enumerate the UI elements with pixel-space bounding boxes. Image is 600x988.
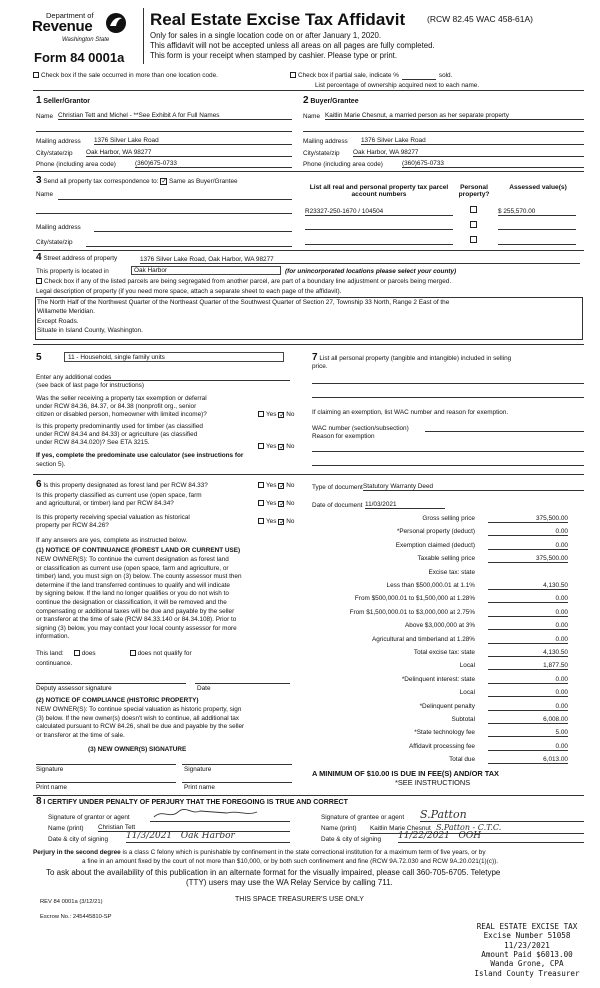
exemption-question-2: under RCW 84.36, 84.37, or 84.38 (nonprofit org., senior: [36, 403, 197, 410]
section-6-heading: 6 Is this property designated as forest land per RCW 84.33?: [36, 479, 208, 490]
escrow-number: Escrow No.: 245445810-SP: [40, 914, 112, 920]
accessibility-line-1: To ask about the availability of this publication in an alternate format for the visually impaired, please call 360-705-6705. Teletype: [46, 868, 501, 877]
perjury-line-2: a fine in an amount fixed by the court of not more than $10,000, or by both such confinement and fine (RCW 9A.72.030 and RCW 9A.20.021(1)(c)).: [82, 858, 498, 865]
grantor-name-label: Name (print): [48, 825, 84, 832]
segregation-checkbox-row[interactable]: Check box if any of the listed parcels are being segregated from another parcel, are part of a boundary line adjustment or parcels being merged.: [36, 278, 451, 285]
grantor-name-field[interactable]: Christian Tett: [98, 824, 290, 832]
form-title: Real Estate Excise Tax Affidavit: [150, 10, 406, 29]
legal-line-1: The North Half of the Northwest Quarter of the Northeast Quarter of the Southwest Quarter of Section 27, Township 33 North, Range 2 East of the: [37, 299, 450, 306]
tax-corr-city-field[interactable]: [86, 246, 292, 247]
tax-row-value[interactable]: 0.00: [488, 595, 568, 603]
timber-question-2: under RCW 84.34 and 84.33) or agriculture (as classified: [36, 431, 198, 438]
historic-question-2: property per RCW 84.26?: [36, 522, 109, 529]
paragraph-line: or classification as current use (open space, farm and agriculture, or: [36, 564, 229, 572]
tax-row-value[interactable]: 0.00: [488, 743, 568, 751]
owner-signature-line-2[interactable]: [182, 764, 292, 765]
paragraph-line: information.: [36, 633, 70, 641]
stamp-line: Island County Treasurer: [474, 968, 580, 978]
assessed-col-header: Assessed value(s): [509, 184, 567, 191]
multi-location-checkbox-row[interactable]: Check box if the sale occurred in more than one location code.: [33, 72, 218, 79]
stamp-line: Excise Number 51058: [483, 931, 571, 941]
paragraph-line: NEW OWNER(S): To continue special valuation as historic property, sign: [36, 706, 242, 713]
tax-corr-mail-label: Mailing address: [36, 224, 81, 231]
legal-line-2: Willamette Meridian.: [37, 308, 95, 315]
location-note: (for unincorporated locations please select your county): [285, 268, 457, 275]
grantee-signature-label: Signature of grantee or agent: [321, 814, 405, 821]
personal-col-header: Personal property?: [458, 184, 490, 199]
if-any-note: If any answers are yes, complete as instructed below.: [36, 537, 188, 544]
does-not-checkbox[interactable]: [130, 650, 136, 656]
header-note-2: This affidavit will not be accepted unless all areas on all pages are fully completed.: [150, 41, 435, 50]
paragraph-line: NEW OWNER(S): To continue the current designation as forest land: [36, 556, 229, 563]
does-checkbox[interactable]: [74, 650, 80, 656]
tax-row-value[interactable]: 6,013.00: [488, 756, 568, 764]
segregation-checkbox[interactable]: [36, 278, 42, 284]
tax-row-label: From $1,500,000.01 to $3,000,000 at 2.75%: [349, 608, 475, 616]
deputy-date-line[interactable]: [195, 683, 290, 684]
tax-row-value[interactable]: 0.00: [488, 528, 568, 536]
reason-label: Reason for exemption: [312, 433, 375, 440]
tax-row-label: Total excise tax: state: [413, 649, 475, 656]
current-use-yes-no[interactable]: Yes ✓No: [258, 500, 294, 507]
tax-row-value[interactable]: 4,130.50: [488, 649, 568, 657]
section-5-number: 5: [36, 352, 42, 363]
assessed-value-field-2[interactable]: [498, 222, 576, 230]
personal-property-checkbox-2[interactable]: [470, 221, 477, 228]
this-land-row: This land: does does not qualify for: [36, 650, 192, 657]
deputy-label: Deputy assessor signature: [36, 685, 112, 692]
tax-row-value[interactable]: 6,008.00: [488, 716, 568, 724]
timber-yes-no[interactable]: Yes ✓No: [258, 443, 294, 450]
if-yes-note-2: section 5).: [36, 461, 66, 468]
parcel-number-field-2[interactable]: [305, 222, 453, 230]
location-select[interactable]: Oak Harbor: [131, 266, 281, 275]
state-label: Washington State: [62, 37, 110, 43]
tax-row-label: *State technology fee: [414, 729, 475, 737]
tax-row-label: Excise tax: state: [428, 568, 475, 576]
section-4-heading: 4 Street address of property: [36, 252, 118, 263]
stamp-line: Amount Paid $6013.00: [481, 949, 573, 959]
personal-property-checkbox-3[interactable]: [470, 236, 477, 243]
grantee-date-field[interactable]: 11/22/2021 OOH: [398, 832, 584, 843]
tax-row-label: Exemption claimed (deduct): [395, 541, 475, 549]
tax-row-label: *Delinquent penalty: [419, 702, 475, 710]
assessed-value-field[interactable]: $ 255,570.00: [498, 208, 576, 216]
tax-row-value[interactable]: 0.00: [488, 703, 568, 711]
print-name-label-2: Print name: [184, 784, 215, 791]
property-address-field[interactable]: 1376 Silver Lake Road, Oak Harbor, WA 98277: [140, 256, 580, 264]
accessibility-line-2: (TTY) users may use the WA Relay Service by calling 711.: [186, 878, 393, 887]
form-number: Form 84 0001a: [34, 50, 125, 65]
tax-row-label: Affidavit processing fee: [409, 742, 475, 750]
tax-row-value[interactable]: 375,500.00: [488, 515, 568, 523]
timber-question-3: under RCW 84.34.020)? See ETA 3215.: [36, 439, 150, 446]
personal-property-line-2[interactable]: [312, 397, 584, 398]
buyer-phone-field[interactable]: (360)675-0733: [402, 160, 584, 168]
notice-continuance-heading: (1) NOTICE OF CONTINUANCE (FOREST LAND OR CURRENT USE): [36, 547, 241, 554]
exemption-yes-no[interactable]: Yes ✓No: [258, 411, 294, 418]
section-7-heading: 7 List all personal property (tangible and intangible) included in selling: [312, 352, 512, 363]
paragraph-line: calculated pursuant to RCW 84.26, shall be due and payable by the seller: [36, 723, 245, 731]
section-3-heading: 3 Send all property tax correspondence to: ✓ Same as Buyer/Grantee: [36, 175, 238, 186]
exemption-question-3: citizen or disabled person, homeowner with limited income)?: [36, 411, 207, 418]
exemption-question-1: Was the seller receiving a property tax exemption or deferral: [36, 395, 207, 402]
grantor-signature-line[interactable]: [150, 821, 290, 822]
buyer-city-label: City/state/zip: [303, 150, 340, 157]
tax-row-label: Above $3,000,000 at 3%: [405, 622, 475, 630]
stamp-line: 11/23/2021: [504, 940, 550, 950]
dept-label: Department of: [46, 11, 94, 20]
paragraph-line: or transferor at the time of sale.: [36, 731, 125, 739]
tax-corr-name-label: Name: [36, 191, 54, 198]
tax-row-value[interactable]: 375,500.00: [488, 555, 568, 563]
doc-date-label: Date of document: [312, 502, 363, 509]
grantee-signature-field[interactable]: S.Patton: [420, 809, 584, 822]
continuance-label: continuance.: [36, 660, 73, 667]
seller-phone-label: Phone (including area code): [36, 161, 116, 168]
tax-row-value[interactable]: 0.00: [488, 689, 568, 697]
partial-percent-field[interactable]: [402, 72, 436, 80]
section-2-heading: 2 Buyer/Grantee: [303, 95, 359, 106]
tax-row-label: Local: [459, 689, 475, 697]
tax-corr-mail-field[interactable]: [94, 231, 292, 232]
seller-mail-field[interactable]: 1376 Silver Lake Road: [94, 137, 292, 145]
additional-codes-note: (see back of last page for instructions): [36, 382, 144, 389]
paragraph-line: determine if the land transferred continues to qualify and will indicate: [36, 581, 230, 589]
doc-type-field[interactable]: Statutory Warranty Deed: [363, 483, 584, 491]
current-use-question-1: Is this property classified as current use (open space, farm: [36, 492, 202, 499]
revision-label: REV 84 0001a (3/12/21): [40, 899, 103, 905]
same-as-buyer-checkbox[interactable]: ✓: [161, 178, 168, 185]
perjury-line-1: Perjury in the second degree is a class C felony which is punishable by confinement in the state correctional institution for a maximum term of five years, or by: [33, 849, 486, 856]
grantor-date-field[interactable]: 11/3/2021 Oak Harbor: [126, 832, 290, 843]
tax-row-value[interactable]: 0.00: [488, 622, 568, 630]
grantee-name-label: Name (print): [321, 825, 357, 832]
signature-label-1: Signature: [36, 766, 64, 773]
header-note-3: This form is your receipt when stamped by cashier. Please type or print.: [150, 51, 398, 60]
tax-row-value[interactable]: [488, 569, 568, 577]
paragraph-line: compensating or additional taxes will be due and payable by the seller: [36, 607, 235, 615]
current-use-question-2: and agricultural, or timber) land per RCW 84.34?: [36, 500, 174, 507]
buyer-mail-label: Mailing address: [303, 138, 348, 145]
buyer-phone-label: Phone (including area code): [303, 161, 383, 168]
paragraph-line: or transferor at the time of sale (RCW 84.33.140 or 84.34.108). Prior to: [36, 616, 237, 624]
grantor-signature-label: Signature of grantor or agent: [48, 814, 130, 821]
tax-row-label: Local: [459, 662, 475, 670]
tax-row-label: Subtotal: [451, 716, 475, 723]
partial-sale-checkbox[interactable]: [290, 72, 296, 78]
grantor-date-label: Date & city of signing: [48, 836, 109, 843]
additional-codes-label: Enter any additional codes: [36, 374, 112, 381]
percent-note: List percentage of ownership acquired next to each name.: [315, 82, 480, 89]
land-use-code-select[interactable]: 11 - Household, single family units: [64, 352, 284, 362]
legal-line-4: Situate in Island County, Washington.: [37, 327, 143, 334]
header-divider: [143, 8, 144, 64]
tax-corr-name-field[interactable]: [58, 199, 292, 200]
historic-question-1: Is this property receiving special valuation as historical: [36, 514, 190, 521]
partial-sale-checkbox-row[interactable]: Check box if partial sale, indicate % sold.: [290, 72, 452, 80]
doc-date-field[interactable]: 11/03/2021: [365, 501, 445, 509]
grantee-date-label: Date & city of signing: [321, 836, 382, 843]
seller-phone-field[interactable]: (360)675-0733: [135, 160, 292, 168]
tax-row-label: Agricultural and timberland at 1.28%: [371, 635, 475, 643]
grantee-name-field[interactable]: Kaitlin Marie Chesnut S.Patton - C.T.C.: [370, 824, 584, 834]
tax-row-value[interactable]: 5.00: [488, 729, 568, 737]
paragraph-line: (3) below. If the new owner(s) doesn't wish to continue, all additional tax: [36, 714, 239, 722]
seller-name-label: Name: [36, 113, 54, 120]
tax-row-label: *Delinquent interest: state: [401, 675, 475, 683]
tax-row-value[interactable]: 1,877.50: [488, 662, 568, 670]
exemption-label: If claiming an exemption, list WAC number and reason for exemption.: [312, 409, 509, 416]
if-yes-note-1: If yes, complete the predominate use calculator (see instructions for: [36, 452, 244, 459]
header-note-1: Only for sales in a single location code on or after January 1, 2020.: [150, 31, 382, 40]
tax-row-value[interactable]: 0.00: [488, 636, 568, 644]
reason-field-1[interactable]: [312, 451, 584, 452]
buyer-name-field[interactable]: Kaitlin Marie Chesnut, a married person as her separate property: [325, 112, 584, 120]
seller-name-field[interactable]: Christian Tett and Michel - **See Exhibit A for Full Names: [58, 112, 292, 120]
timber-question-1: Is this property predominantly used for timber (as classified: [36, 423, 203, 430]
stamp-line: Wanda Grone, CPA: [490, 959, 564, 969]
buyer-name-label: Name: [303, 113, 321, 120]
tax-row-label: Total due: [449, 756, 475, 764]
revenue-logo-text: Revenue: [32, 18, 93, 35]
stamp-line: REAL ESTATE EXCISE TAX: [476, 922, 578, 931]
tax-row-label: Less than $500,000.01 at 1.1%: [386, 582, 475, 589]
legal-description-label: Legal description of property (if you need more space, attach a separate sheet to each page of the affidavit).: [36, 288, 342, 295]
historic-yes-no[interactable]: Yes ✓No: [258, 518, 294, 525]
tax-row-value[interactable]: 0.00: [488, 542, 568, 550]
parcel-number-field-3[interactable]: [305, 237, 453, 245]
multi-location-checkbox[interactable]: [33, 72, 39, 78]
minimum-fee-note: A MINIMUM OF $10.00 IS DUE IN FEE(S) AND/OR TAX: [312, 769, 499, 778]
parcel-col-header: List all real and personal property tax parcel account numbers: [309, 184, 449, 199]
new-owner-signature-heading: (3) NEW OWNER(S) SIGNATURE: [88, 746, 187, 753]
owner-print-line-1[interactable]: [36, 782, 176, 783]
paragraph-line: signing (3) below, you may contact your local county assessor for more: [36, 624, 237, 632]
wac-label: WAC number (section/subsection): [312, 425, 409, 432]
see-instructions: *SEE INSTRUCTIONS: [395, 778, 471, 787]
owner-signature-line-1[interactable]: [36, 764, 176, 765]
print-name-label-1: Print name: [36, 784, 67, 791]
section-7-text-2: price.: [312, 363, 328, 370]
section-8-heading: 8 I CERTIFY UNDER PENALTY OF PERJURY THAT THE FOREGOING IS TRUE AND CORRECT: [36, 796, 348, 807]
personal-property-checkbox-1[interactable]: [470, 206, 477, 213]
wac-field[interactable]: [425, 431, 584, 432]
section-1-heading: 1 Seller/Grantor: [36, 95, 91, 106]
seller-city-field[interactable]: Oak Harbor, WA 98277: [86, 149, 292, 157]
assessed-value-field-3[interactable]: [498, 237, 576, 245]
paragraph-line: timber) land, you must sign on (3) below. The county assessor must then: [36, 573, 242, 581]
tax-row-label: From $500,000.01 to $1,500,000 at 1.28%: [354, 595, 475, 603]
tax-row-value[interactable]: 0.00: [488, 676, 568, 684]
signature-label-2: Signature: [184, 766, 212, 773]
tax-corr-city-label: City/state/zip: [36, 239, 73, 246]
buyer-city-field[interactable]: Oak Harbor, WA 98277: [353, 149, 584, 157]
notice-compliance-heading: (2) NOTICE OF COMPLIANCE (HISTORIC PROPERTY): [36, 697, 199, 704]
personal-property-line-1[interactable]: [312, 383, 584, 384]
tax-row-label: Taxable selling price: [417, 555, 475, 563]
location-label: This property is located in: [36, 268, 109, 275]
tax-row-value[interactable]: 0.00: [488, 609, 568, 617]
form-rcw: (RCW 82.45 WAC 458-61A): [427, 14, 533, 24]
seller-city-label: City/state/zip: [36, 150, 73, 157]
owner-print-line-2[interactable]: [182, 782, 292, 783]
deputy-date-label: Date: [197, 685, 211, 692]
revenue-logo-icon: [105, 12, 127, 34]
parcel-number-field[interactable]: R23327-250-1670 / 104504: [305, 208, 453, 216]
tax-row-value[interactable]: 4,130.50: [488, 582, 568, 590]
deputy-signature-line[interactable]: [36, 683, 186, 684]
reason-field-2[interactable]: [312, 465, 584, 466]
paragraph-line: continue the designation or classification, it will be removed and the: [36, 599, 227, 606]
grantor-signature-icon: [152, 807, 262, 821]
doc-type-label: Type of document: [312, 484, 363, 491]
legal-line-3: Except Roads.: [37, 318, 79, 325]
tax-row-label: *Personal property (deduct): [396, 528, 475, 536]
paragraph-line: by signing below. If the land no longer qualifies or you do not wish to: [36, 590, 229, 598]
forest-yes-no[interactable]: Yes ✓No: [258, 482, 294, 489]
seller-mail-label: Mailing address: [36, 138, 81, 145]
treasurer-use-label: THIS SPACE TREASURER'S USE ONLY: [235, 896, 364, 903]
buyer-mail-field[interactable]: 1376 Silver Lake Road: [361, 137, 584, 145]
tax-row-label: Gross selling price: [422, 515, 475, 522]
